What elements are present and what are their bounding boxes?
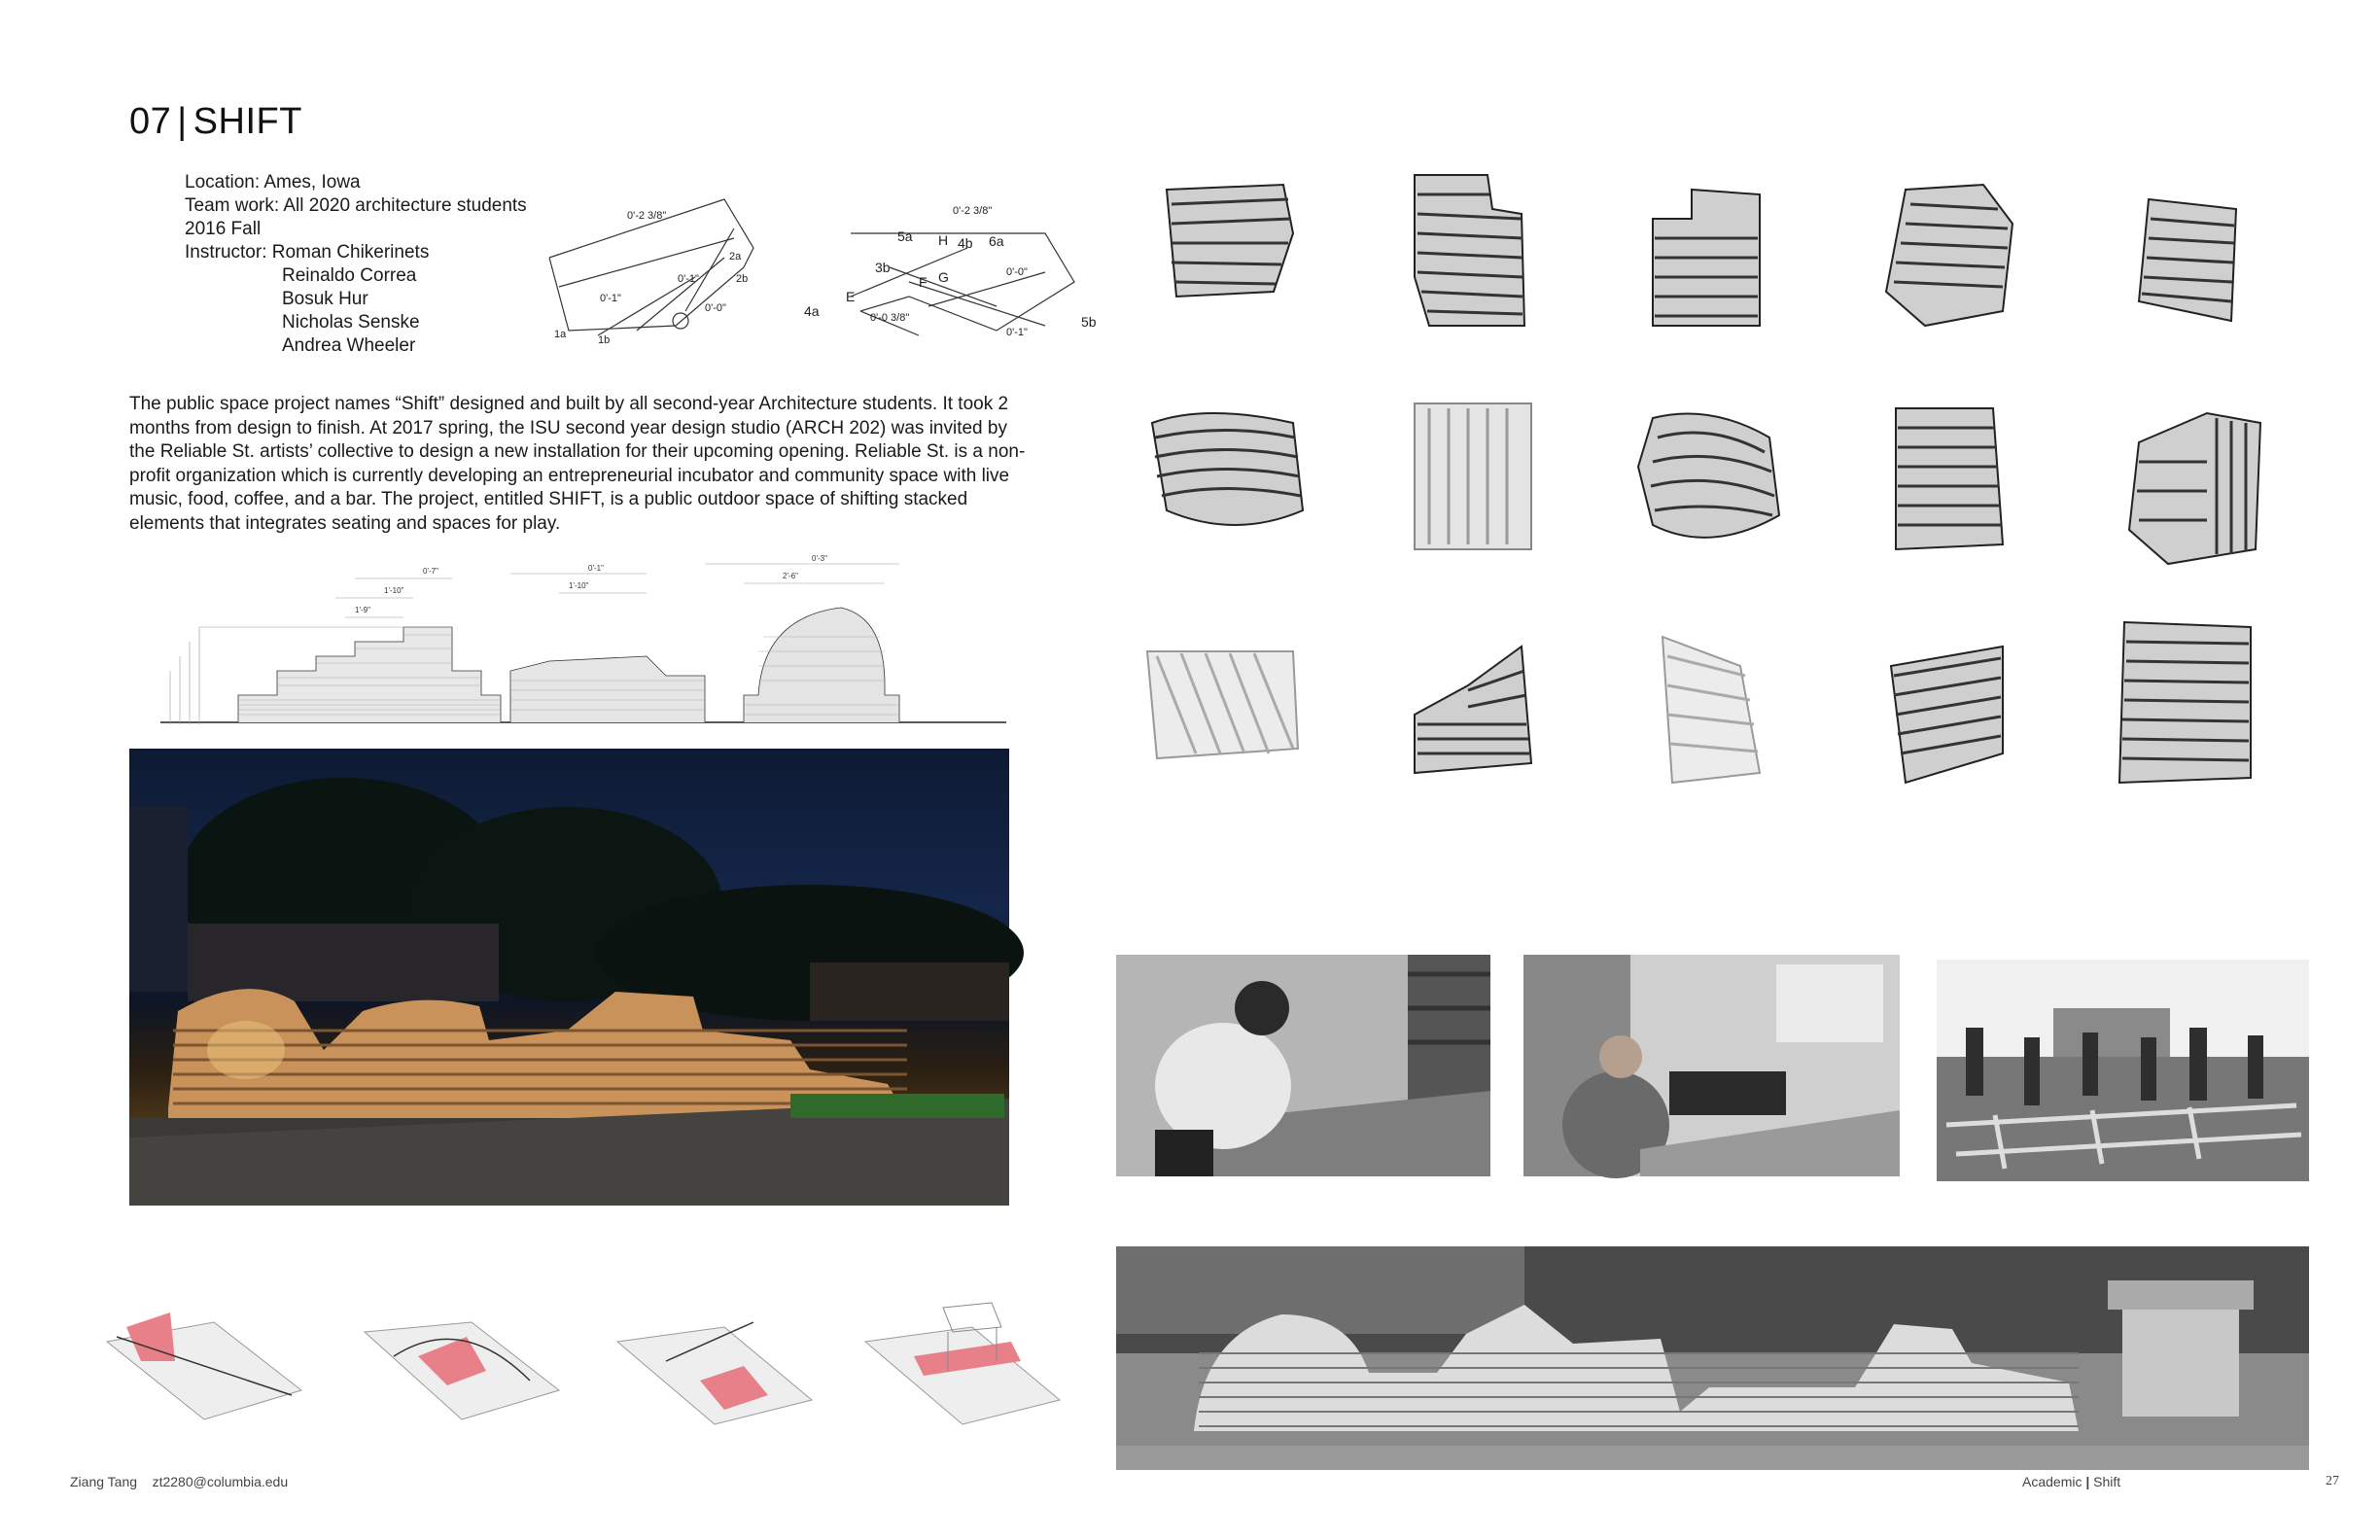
dim-label: 0'-1": [678, 273, 699, 285]
model-photo: [1653, 190, 1760, 326]
page-title: [129, 101, 302, 143]
dim-label: 1a: [554, 329, 567, 340]
project-title: SHIFT: [192, 101, 302, 142]
dim-label: 1'-9": [355, 606, 370, 614]
dim-label: 2b: [736, 273, 749, 285]
point-label: 6a: [989, 233, 1004, 249]
point-label: 4b: [958, 235, 973, 251]
term: 2016 Fall: [185, 219, 262, 239]
project-info: [185, 171, 527, 358]
instructor-label: Instructor: Roman Chikerinets: [185, 242, 430, 262]
axon-diagram: [107, 1312, 301, 1419]
point-label: 3b: [875, 260, 891, 275]
dim-label: 0'-7": [423, 567, 438, 576]
instructor-name: Bosuk Hur: [282, 289, 368, 309]
construction-photo: [1523, 955, 1900, 1176]
model-photo: [1415, 403, 1531, 549]
model-photo: [1167, 185, 1293, 297]
dim-label: 2'-6": [783, 572, 798, 580]
point-label: 4a: [804, 303, 820, 319]
construction-photo: [1937, 960, 2309, 1181]
model-photo: [1638, 414, 1779, 538]
night-photo: [129, 749, 1009, 1206]
author-email[interactable]: zt2280@columbia.edu: [152, 1474, 289, 1489]
dim-label: 2a: [729, 251, 742, 262]
axon-diagram: [617, 1322, 812, 1424]
point-label: 5b: [1081, 314, 1097, 330]
point-label: G: [938, 269, 949, 285]
dim-label: 0'-1": [1006, 327, 1028, 338]
model-photo: [1415, 175, 1524, 326]
point-label: F: [919, 274, 928, 290]
instructor-name: Andrea Wheeler: [282, 335, 416, 356]
author-name: Ziang Tang: [70, 1474, 138, 1489]
dim-label: 0'-0": [1006, 266, 1028, 278]
technical-drawing: [540, 190, 1103, 355]
section-label: Academic: [2022, 1474, 2082, 1489]
axon-diagram: [365, 1322, 559, 1419]
project-number: 07: [129, 101, 172, 142]
point-label: H: [938, 232, 949, 248]
axonometric-diagrams: [97, 1303, 1089, 1439]
point-label: 5a: [897, 228, 913, 244]
model-photo: [2129, 413, 2260, 564]
model-photo: [2119, 622, 2251, 783]
axon-diagram: [865, 1303, 1060, 1424]
footer-author: [70, 1474, 288, 1489]
dim-label: 1'-10": [384, 586, 404, 595]
dim-label: 0'-1": [600, 293, 621, 304]
dim-label: 0'-2 3/8": [953, 205, 993, 217]
footer-section: Academic | Shift: [2022, 1474, 2121, 1489]
location: Location: Ames, Iowa: [185, 172, 361, 192]
instructor-name: Nicholas Senske: [282, 312, 420, 332]
dim-label: 1b: [598, 334, 611, 346]
model-photo: [1415, 647, 1531, 773]
project-label: Shift: [2093, 1474, 2121, 1489]
model-photos-grid: [1138, 170, 2256, 802]
title-divider: |: [177, 101, 188, 142]
model-photo: [1891, 647, 2003, 783]
model-photo: [1886, 185, 2012, 326]
elevation-drawing: [160, 554, 1006, 729]
dim-label: 0'-0 3/8": [870, 312, 910, 324]
point-label: E: [846, 289, 856, 304]
dim-label: 0'-3": [812, 554, 827, 563]
page-number: 27: [2326, 1474, 2339, 1488]
team: Team work: All 2020 architecture students: [185, 195, 527, 216]
instructor-name: Reinaldo Correa: [282, 265, 417, 286]
dim-label: 0'-2 3/8": [627, 210, 667, 222]
project-description: The public space project names “Shift” designed and built by all second-year Architecture students. It took 2 months from design to finish. At 2017 spring, the ISU second year design studio (ARCH 202) was invited by the Reliable St. artists’ collective to design a new installation for their upcoming opening. Reliable St. is a non-profit organization which is currently developing an entrepreneurial incubator and community space with live music, food, coffee, and a bar. The project, entitled SHIFT, is a public outdoor space of shifting stacked elements that integrates seating and spaces for play.: [129, 394, 1026, 534]
construction-photo: [1116, 955, 1490, 1176]
model-photo: [1896, 408, 2003, 549]
model-photo: [1662, 637, 1760, 783]
panorama-photo: [1116, 1246, 2309, 1470]
model-photo: [2139, 199, 2236, 321]
dim-label: 1'-10": [569, 581, 589, 590]
model-photo: [1152, 413, 1303, 525]
model-photo: [1147, 651, 1298, 758]
dim-label: 0'-0": [705, 302, 726, 314]
dim-label: 0'-1": [588, 564, 604, 573]
